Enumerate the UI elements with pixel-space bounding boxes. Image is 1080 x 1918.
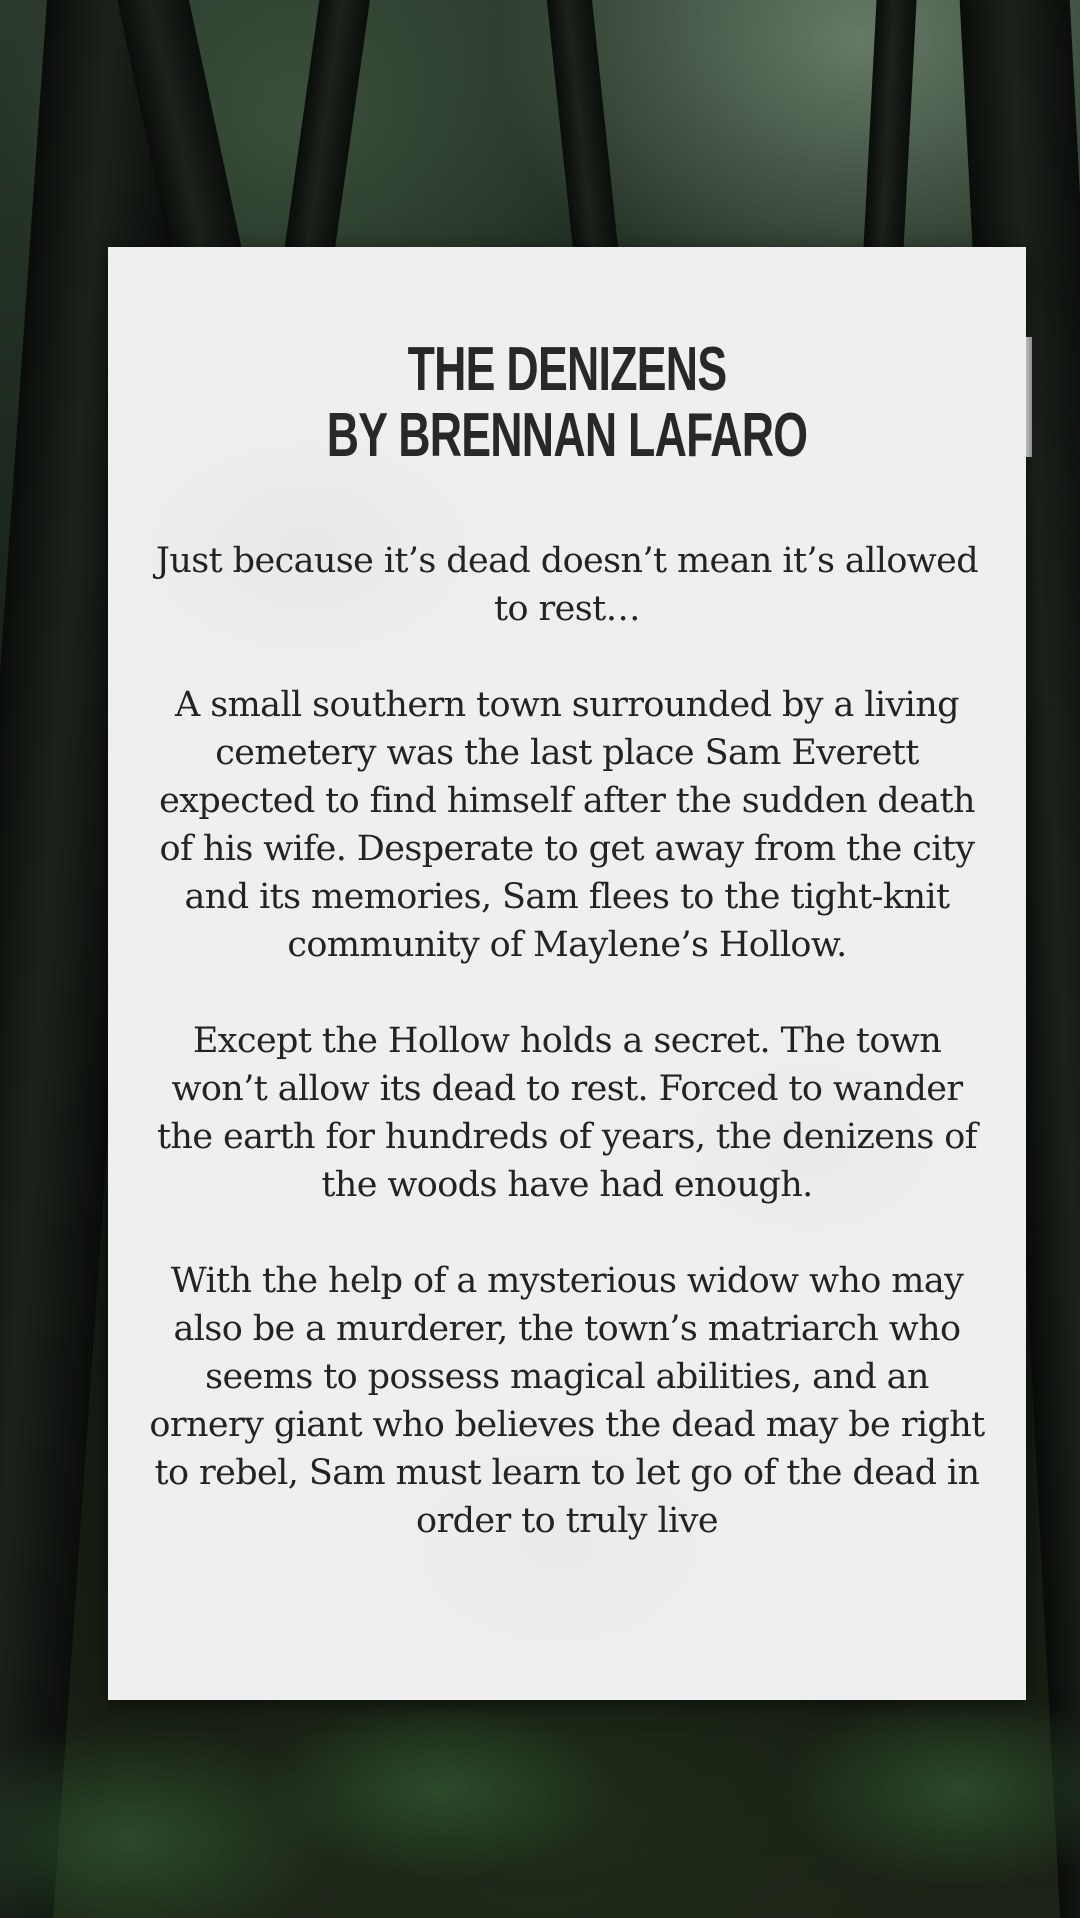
blurb-tagline: Just because it’s dead doesn’t mean it’s allowed to rest… [155, 541, 979, 629]
blurb-paragraph: With the help of a mysterious widow who may also be a murderer, the town’s matriarch who seems to possess magical abilities, and an ornery giant who believes the dead may be right to rebel, Sam must learn to let go of the dead in order to truly live [149, 1261, 985, 1541]
title-line: THE DENIZENS [407, 335, 727, 404]
book-title [237, 337, 898, 469]
author-line: BY BRENNAN LAFARO [326, 401, 808, 470]
blurb-paragraph: Except the Hollow holds a secret. The town won’t allow its dead to rest. Forced to wander the earth for hundreds of years, the denizens of the woods have had enough. [156, 1021, 978, 1205]
blurb-paragraph: A small southern town surrounded by a living cemetery was the last place Sam Everett expected to find himself after the sudden death of his wife. Desperate to get away from the city and its memories, Sam flees to the tight-knit community of Maylene’s Hollow. [159, 685, 975, 965]
paper-card [108, 247, 1026, 1700]
book-blurb [148, 537, 986, 1593]
fern-foliage [780, 1690, 1080, 1890]
fern-foliage [260, 1700, 620, 1880]
paper-edge [1026, 337, 1032, 457]
